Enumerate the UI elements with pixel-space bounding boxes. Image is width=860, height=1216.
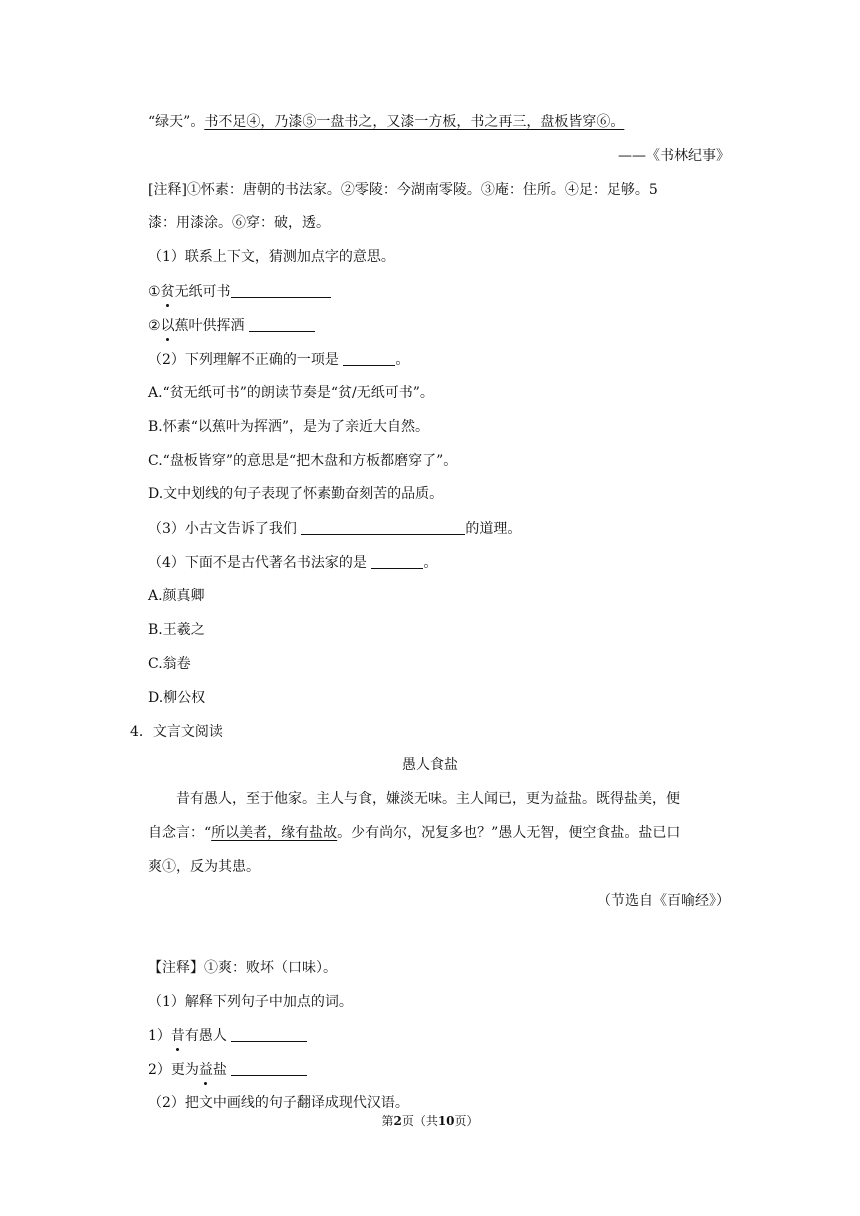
- question-1-item-1: [148, 281, 331, 302]
- passage-paragraph-line-2: [148, 823, 680, 843]
- item-number: ①: [148, 284, 161, 300]
- question-4-option-c[interactable]: C.翁卷: [148, 656, 191, 672]
- continuation-prefix: “绿天”。: [148, 114, 205, 130]
- dotted-char: 昔: [170, 1028, 185, 1044]
- source-citation: ——《书林纪事》: [618, 148, 730, 164]
- answer-blank[interactable]: [249, 315, 315, 332]
- stem-text: （3）小古文告诉了我们: [148, 521, 297, 537]
- question-3-stem: [148, 518, 521, 539]
- item-text: 有愚人: [184, 1028, 227, 1044]
- dotted-char: 以: [160, 318, 175, 334]
- passage-continuation-line: [148, 112, 624, 132]
- stem-end: 。: [395, 352, 410, 368]
- underlined-sentence: 所以美者，缘有盐故: [211, 825, 338, 841]
- dotted-char: 益: [198, 1062, 213, 1078]
- item-text: 蕉叶供挥洒: [174, 318, 245, 334]
- question-2-option-a[interactable]: A.“贫无纸可书”的朗读节奏是“贫/无纸可书”。: [148, 385, 434, 401]
- page-total: 10: [437, 1114, 455, 1128]
- paragraph-text: 自念言：“: [148, 825, 212, 841]
- section-4-question-1-item-1: [148, 1025, 307, 1046]
- question-4-option-b[interactable]: B.王羲之: [148, 622, 205, 638]
- footer-text: 页）: [454, 1114, 479, 1128]
- question-2-option-d[interactable]: D.文中划线的句子表现了怀素勤奋刻苦的品质。: [148, 486, 444, 502]
- footer-text: 页（共: [401, 1114, 438, 1128]
- passage-annotation: 【注释】①爽：败坏（口味）。: [148, 960, 337, 976]
- stem-text: （2）下列理解不正确的一项是: [148, 352, 339, 368]
- passage-source: （节选自《百喻经》）: [597, 893, 730, 909]
- passage-paragraph-line-1: 昔有愚人，至于他家。主人与食，嫌淡无味。主人闻已，更为益盐。既得盐美，便: [176, 791, 680, 807]
- dotted-char: 贫: [160, 284, 175, 300]
- item-number: ②: [148, 318, 161, 334]
- answer-blank[interactable]: [231, 1025, 307, 1042]
- section-4-question-1-item-2: [148, 1059, 307, 1080]
- question-4-option-a[interactable]: A.颜真卿: [148, 588, 205, 604]
- stem-text: （4）下面不是古代著名书法家的是: [148, 555, 367, 571]
- item-text: 无纸可书: [174, 284, 231, 300]
- question-4-stem: [148, 552, 437, 573]
- answer-blank[interactable]: [231, 1059, 307, 1076]
- question-1-item-2: [148, 315, 315, 336]
- section-4-question-1-stem: （1）解释下列句子中加点的词。: [148, 994, 353, 1010]
- stem-end: 。: [423, 555, 438, 571]
- question-4-option-d[interactable]: D.柳公权: [148, 690, 206, 706]
- answer-blank[interactable]: [231, 281, 331, 298]
- footer-text: 第: [381, 1114, 394, 1128]
- section-4-heading: 4．文言文阅读: [130, 724, 223, 740]
- question-1-stem: （1）联系上下文，猜测加点字的意思。: [148, 249, 395, 265]
- passage-paragraph-line-3: 爽①，反为其患。: [148, 859, 260, 875]
- section-4-question-2-stem: （2）把文中画线的句子翻译成现代汉语。: [148, 1095, 409, 1111]
- question-2-option-b[interactable]: B.怀素“以蕉叶为挥洒”，是为了亲近大自然。: [148, 419, 430, 435]
- stem-end: 的道理。: [465, 521, 522, 537]
- question-2-stem: [148, 349, 409, 370]
- annotation-line-2: 漆：用漆涂。⑥穿：破，透。: [148, 215, 330, 231]
- page-footer: [0, 1111, 860, 1131]
- item-text: 盐: [212, 1062, 227, 1078]
- answer-blank[interactable]: [343, 349, 395, 366]
- answer-blank[interactable]: [301, 518, 465, 535]
- paragraph-text: 。少有尚尔，况复多也？”愚人无智，便空食盐。盐已口: [337, 825, 681, 841]
- underlined-sentence: 书不足④，乃漆⑤一盘书之，又漆一方板，书之再三，盘板皆穿⑥。: [204, 114, 625, 130]
- answer-blank[interactable]: [371, 552, 423, 569]
- item-number: 2）更为: [148, 1062, 199, 1078]
- item-number: 1）: [148, 1028, 171, 1044]
- passage-title: 愚人食盐: [402, 757, 458, 773]
- page-number: 2: [393, 1114, 402, 1128]
- question-2-option-c[interactable]: C.“盘板皆穿”的意思是“把木盘和方板都磨穿了”。: [148, 453, 458, 469]
- annotation-line-1: [注释]①怀素：唐朝的书法家。②零陵：今湖南零陵。③庵：住所。④足：足够。5: [148, 182, 658, 198]
